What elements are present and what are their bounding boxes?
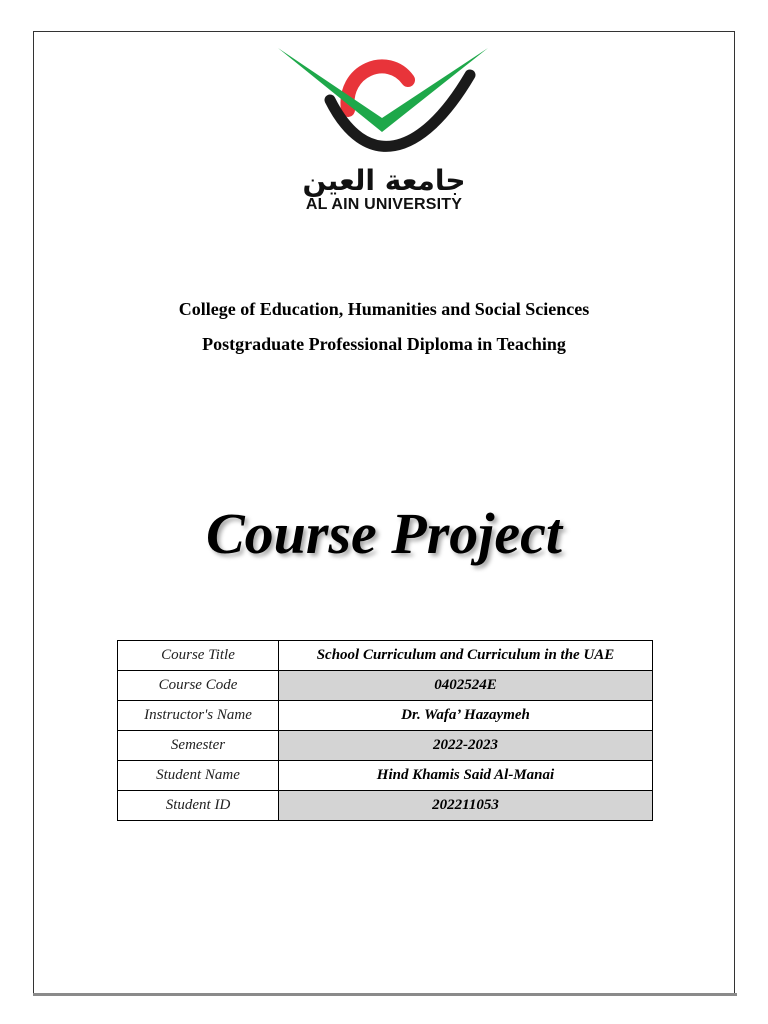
table-row [118, 731, 653, 761]
university-logo [0, 40, 768, 220]
course-code-value: 0402524E [279, 671, 653, 701]
page-title: Course Project [205, 501, 563, 566]
instructor-name-label: Instructor's Name [118, 701, 279, 731]
student-id-label: Student ID [118, 791, 279, 821]
logo-arabic-name: جامعة العين [302, 164, 466, 197]
logo-english-name: AL AIN UNIVERSITY [305, 196, 463, 213]
college-name: College of Education, Humanities and Social Sciences [178, 299, 590, 319]
program-name: Postgraduate Professional Diploma in Teaching [202, 334, 566, 354]
student-id-value: 202211053 [279, 791, 653, 821]
bottom-divider [33, 993, 737, 996]
student-name-label: Student Name [118, 761, 279, 791]
logo-emblem-icon [270, 40, 498, 165]
instructor-name-value: Dr. Wafa’ Hazaymeh [279, 701, 653, 731]
course-title-value: School Curriculum and Curriculum in the UAE [279, 641, 653, 671]
table-row [118, 671, 653, 701]
table-row [118, 701, 653, 731]
table-row [118, 641, 653, 671]
course-info-table [117, 640, 653, 821]
course-title-label: Course Title [118, 641, 279, 671]
table-row [118, 791, 653, 821]
table-row [118, 761, 653, 791]
student-name-value: Hind Khamis Said Al-Manai [279, 761, 653, 791]
semester-value: 2022-2023 [279, 731, 653, 761]
semester-label: Semester [118, 731, 279, 761]
course-code-label: Course Code [118, 671, 279, 701]
